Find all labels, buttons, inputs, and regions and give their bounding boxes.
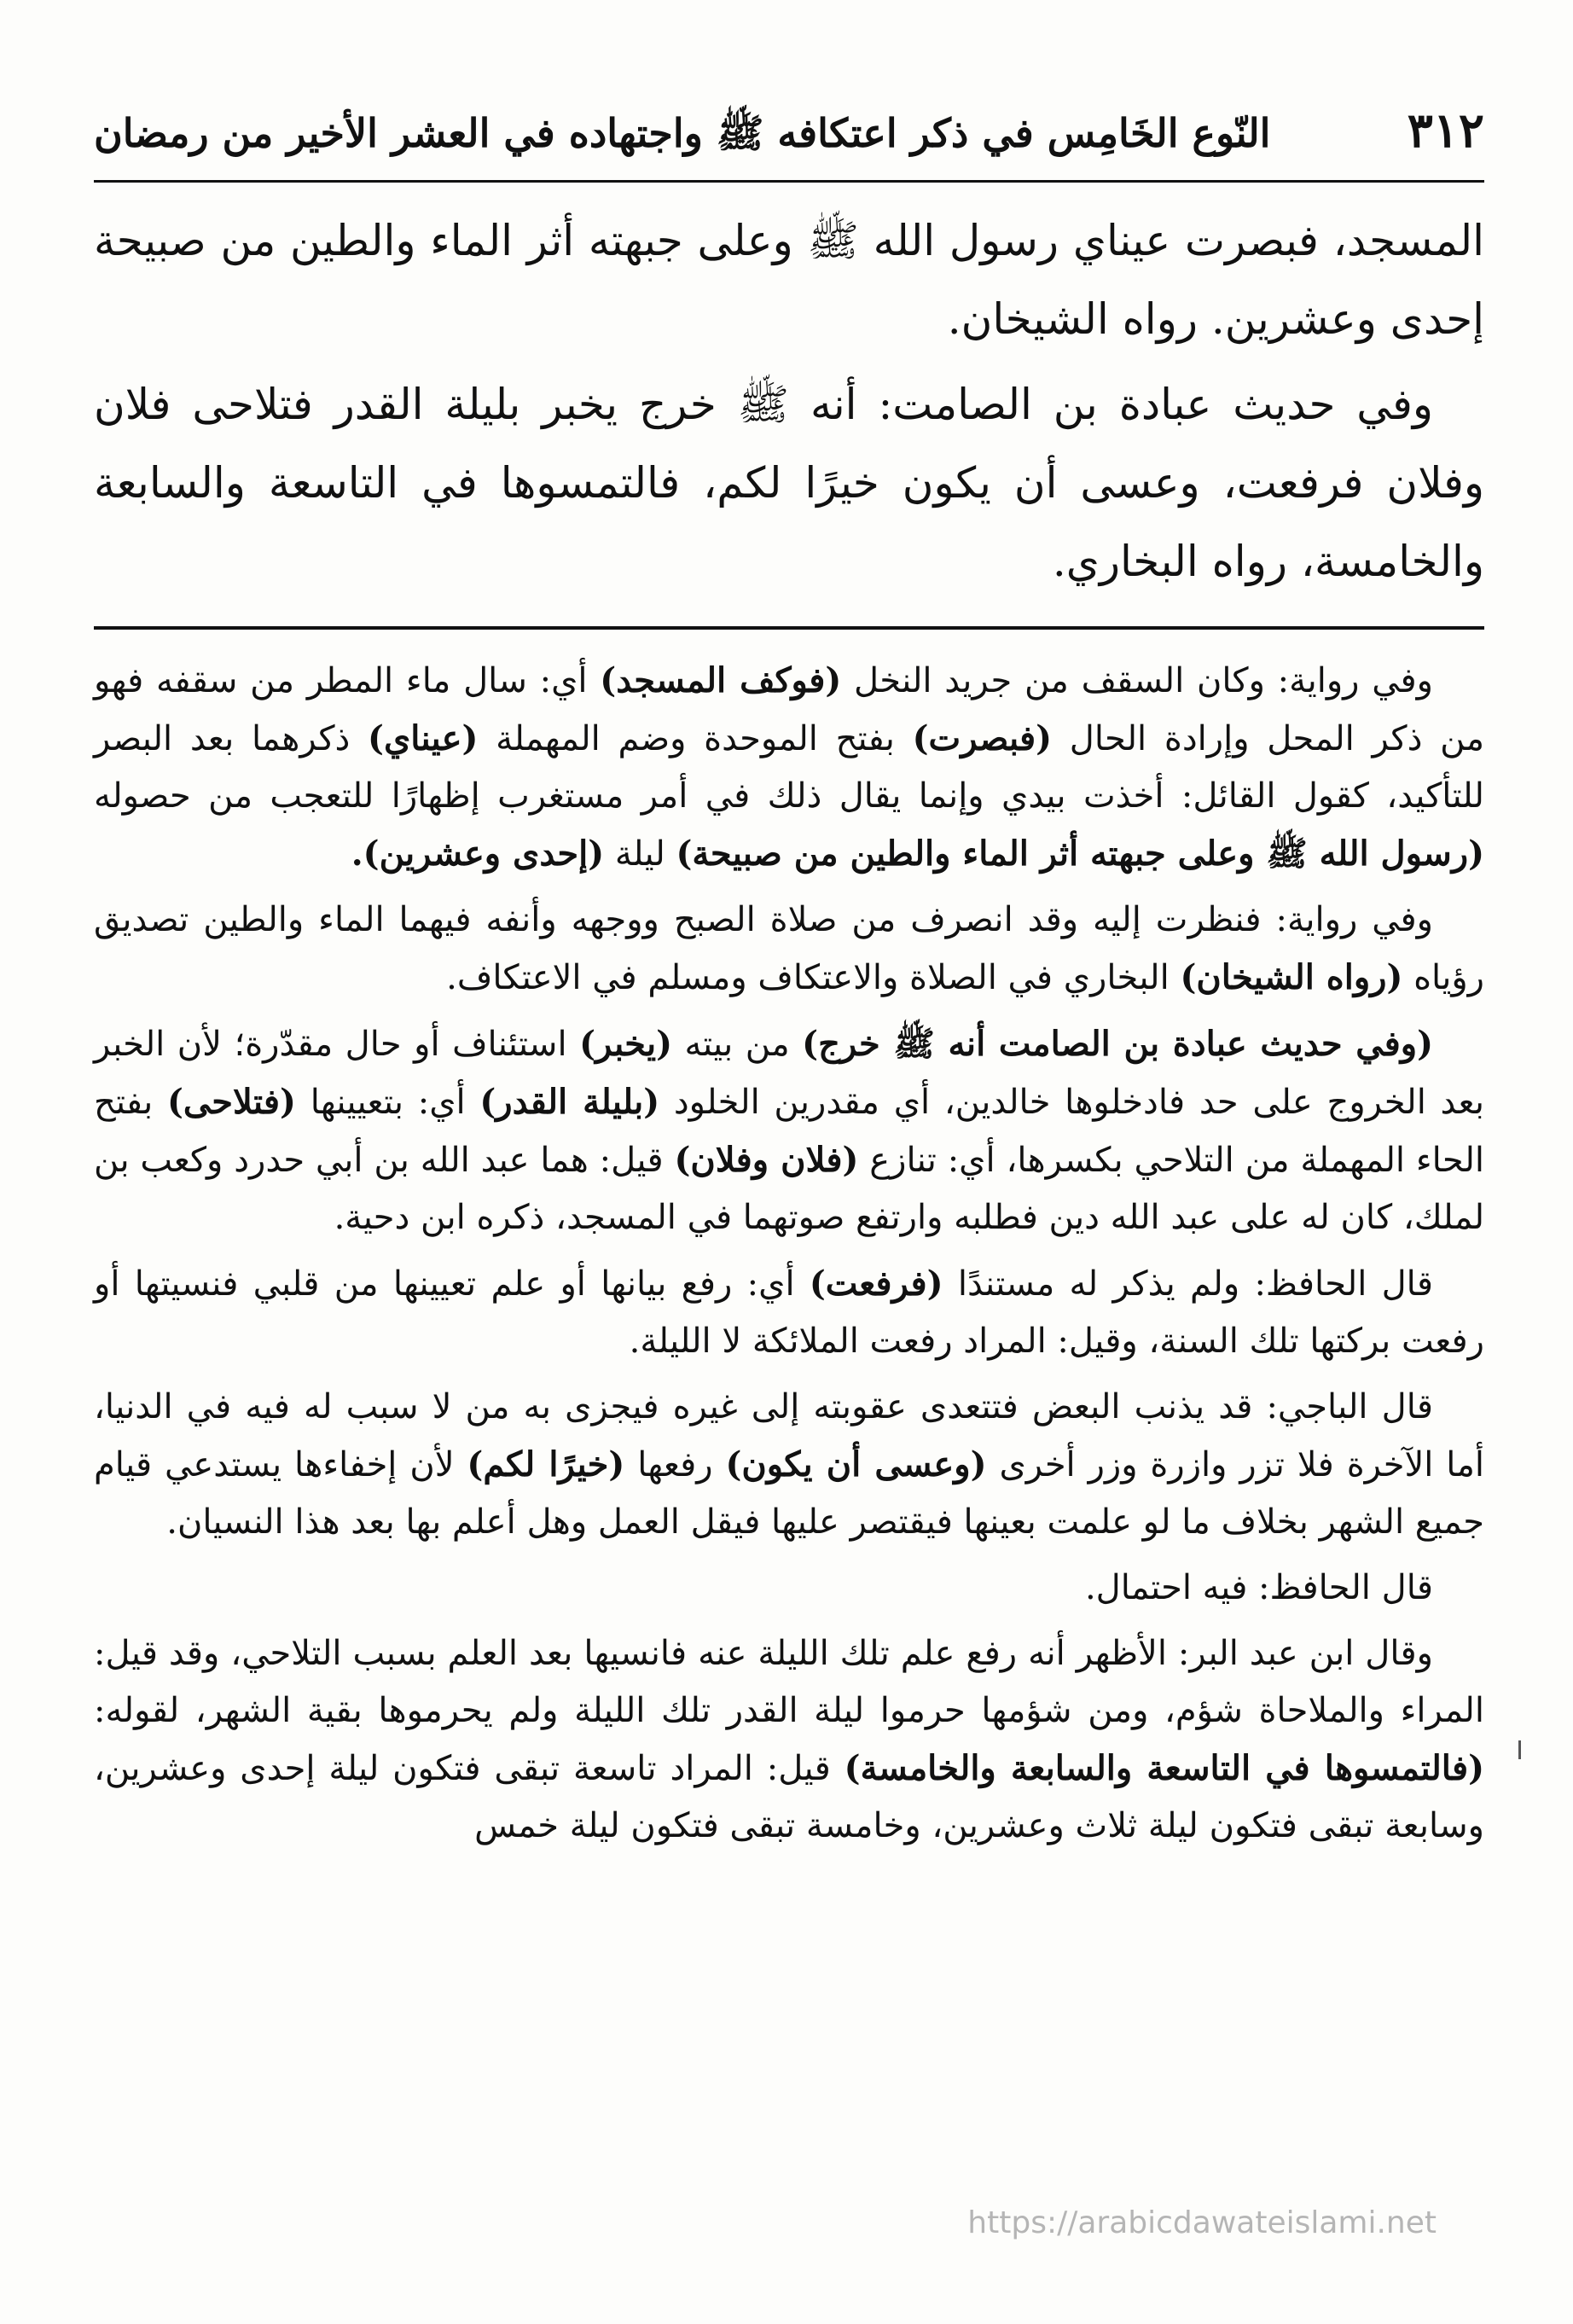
commentary-text: رفعها bbox=[624, 1445, 726, 1484]
commentary-paragraph bbox=[94, 1015, 1484, 1246]
commentary-paragraph bbox=[94, 892, 1484, 1007]
commentary-text: البخاري في الصلاة والاعتكاف ومسلم في الاعتكاف. bbox=[446, 958, 1181, 997]
page-header bbox=[94, 102, 1484, 183]
commentary-text: استئناف أو حال مقدّرة؛ لأن الخبر بعد الخروج على حد فادخلوها خالدين، أي مقدرين الخلود bbox=[94, 1025, 1484, 1122]
quoted-phrase: (عيناي) bbox=[368, 718, 479, 758]
commentary-text: قال الحافظ: فيه احتمال. bbox=[1084, 1568, 1433, 1607]
commentary-paragraph bbox=[94, 1255, 1484, 1370]
commentary-text: بفتح الموحدة وضم المهملة bbox=[478, 719, 913, 758]
margin-mark bbox=[1518, 1740, 1521, 1759]
commentary-text: بفتح الحاء المهملة من التلاحي بكسرها، أي: تنازع bbox=[94, 1083, 1484, 1180]
commentary-text: قيل: المراد تاسعة تبقى فتكون ليلة إحدى وعشرين، وسابعة تبقى فتكون ليلة ثلاث وعشرين، وخامسة تبقى فتكون ليلة خمس bbox=[94, 1749, 1484, 1845]
quoted-phrase: (بليلة القدر) bbox=[479, 1082, 660, 1122]
commentary-text: وفي رواية: فنظرت إليه وقد انصرف من صلاة الصبح ووجهه وأنفه فيهما الماء والطين تصديق رؤياه bbox=[94, 900, 1484, 997]
quoted-phrase: (رواه الشيخان) bbox=[1180, 957, 1403, 997]
commentary-text: أي: رفع بيانها أو علم تعيينها من قلبي فنسيتها أو رفعت بركتها تلك السنة، وقيل: المراد رفعت الملائكة لا الليلة. bbox=[94, 1264, 1484, 1361]
quoted-phrase: (فلان وفلان) bbox=[674, 1140, 859, 1180]
quoted-phrase: (إحدى وعشرين). bbox=[351, 834, 605, 874]
commentary-paragraph bbox=[94, 1560, 1484, 1617]
quoted-phrase: (فرفعت) bbox=[809, 1264, 943, 1304]
commentary-text: وقال ابن عبد البر: الأظهر أنه رفع علم تلك الليلة عنه فانسيها بعد العلم بسبب التلاحي، وقد قيل: المراء والملاحاة شؤم، ومن شؤمها حرموا ليلة القدر تلك الليلة ولم يحرموها بقية الشهر، لقوله: bbox=[94, 1634, 1484, 1730]
quoted-phrase: (فتلاحى) bbox=[166, 1082, 296, 1122]
commentary-paragraph bbox=[94, 652, 1484, 883]
quoted-phrase: (فوكف المسجد) bbox=[600, 660, 842, 700]
main-text bbox=[94, 201, 1484, 601]
commentary-text: أي: سال ماء المطر من سقفه فهو من ذكر المحل وإرادة الحال bbox=[94, 661, 1485, 758]
commentary-text: ليلة bbox=[604, 834, 676, 874]
commentary-text: ذكرهما بعد البصر للتأكيد، كقول القائل: أخذت بيدي وإنما يقال ذلك في أمر مستغرب إظهارًا للتعجب من حصوله bbox=[94, 719, 1484, 816]
commentary-divider bbox=[94, 626, 1484, 630]
quoted-phrase: (فالتمسوها في التاسعة والسابعة والخامسة) bbox=[844, 1748, 1485, 1788]
running-title: النّوع الخَامِس في ذكر اعتكافه ﷺ واجتهاده في العشر الأخير من رمضان bbox=[94, 110, 1271, 156]
quoted-phrase: (وعسى أن يكون) bbox=[725, 1444, 987, 1484]
book-page bbox=[94, 102, 1484, 1863]
watermark-url: https://arabicdawateislami.net bbox=[967, 2205, 1437, 2240]
commentary-text: قيل: هما عبد الله بن أبي حدرد وكعب بن لملك، كان له على عبد الله دين فطلبه وارتفع صوتهما في المسجد، ذكره ابن دحية. bbox=[94, 1141, 1484, 1237]
main-paragraph: المسجد، فبصرت عيناي رسول الله ﷺ وعلى جبهته أثر الماء والطين من صبيحة إحدى وعشرين. رواه الشيخان. bbox=[94, 216, 1484, 344]
commentary-text: قال الباجي: قد يذنب البعض فتتعدى عقوبته إلى غيره فيجزى به من لا سبب له فيه في الدنيا، أما الآخرة فلا تزر وازرة وزر أخرى bbox=[94, 1387, 1485, 1484]
quoted-phrase: (رسول الله ﷺ وعلى جبهته أثر الماء والطين من صبيحة) bbox=[676, 834, 1484, 874]
quoted-phrase: (خيرًا لكم) bbox=[467, 1444, 625, 1484]
quoted-phrase: (يخبر) bbox=[579, 1024, 673, 1064]
commentary-text: لأن إخفاءها يستدعي قيام جميع الشهر بخلاف ما لو علمت بعينها فيقتصر عليها فيقل العمل وهل أعلم بها بعد هذا النسيان. bbox=[94, 1445, 1484, 1542]
quoted-phrase: (وفي حديث عبادة بن الصامت أنه ﷺ خرج) bbox=[802, 1024, 1433, 1064]
commentary-text: من بيته bbox=[672, 1025, 803, 1064]
commentary-text: وفي رواية: وكان السقف من جريد النخل bbox=[841, 661, 1433, 700]
page-number: ٣١٢ bbox=[1407, 102, 1484, 159]
quoted-phrase: (فبصرت) bbox=[912, 718, 1053, 758]
commentary-section bbox=[94, 652, 1484, 1855]
commentary-paragraph bbox=[94, 1625, 1484, 1855]
commentary-paragraph bbox=[94, 1379, 1484, 1551]
commentary-text: قال الحافظ: ولم يذكر له مستندًا bbox=[943, 1264, 1433, 1304]
main-paragraph: وفي حديث عبادة بن الصامت: أنه ﷺ خرج يخبر بليلة القدر فتلاحى فلان وفلان فرفعت، وعسى أن يكون خيرًا لكم، فالتمسوها في التاسعة والسابعة والخامسة، رواه البخاري. bbox=[94, 380, 1484, 586]
commentary-text: أي: بتعيينها bbox=[295, 1083, 480, 1122]
